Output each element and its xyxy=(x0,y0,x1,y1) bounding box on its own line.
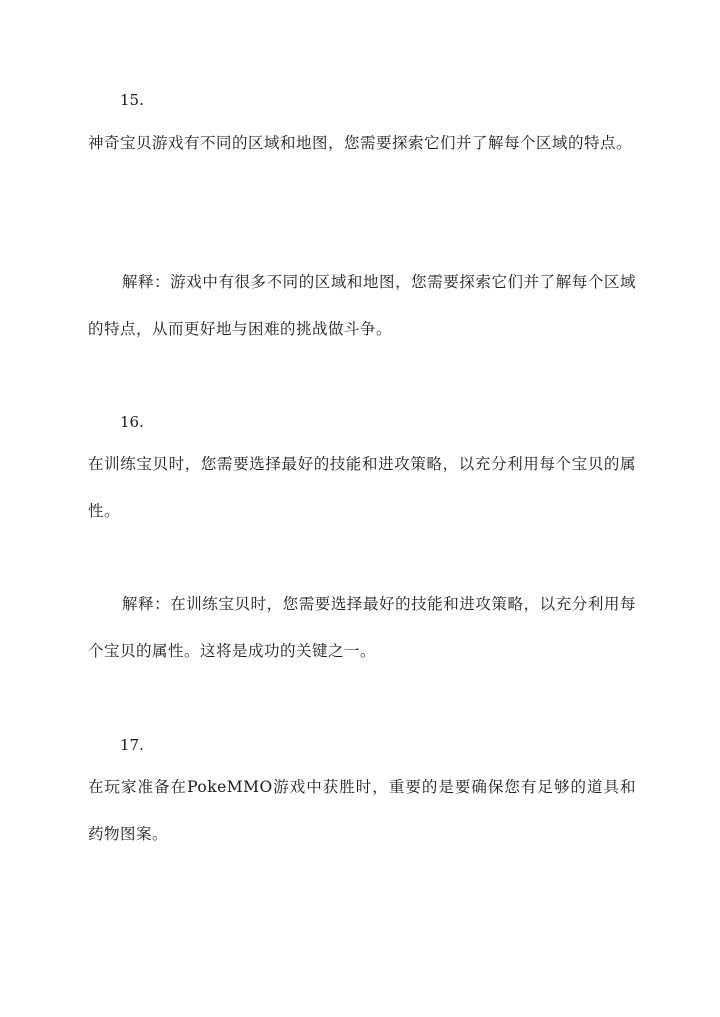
item-question-17: 在玩家准备在PokeMMO游戏中获胜时，重要的是要确保您有足够的道具和药物图案。 xyxy=(88,778,636,843)
item-question-15: 神奇宝贝游戏有不同的区域和地图，您需要探索它们并了解每个区域的特点。 xyxy=(88,134,633,152)
item-explanation-16: 解释：在训练宝贝时，您需要选择最好的技能和进攻策略，以充分利用每个宝贝的属性。这将是成功的关键之一。 xyxy=(88,595,636,660)
item-number-15: 15. xyxy=(120,91,144,109)
item-question-16: 在训练宝贝时，您需要选择最好的技能和进攻策略，以充分利用每个宝贝的属性。 xyxy=(88,455,636,520)
item-number-17: 17. xyxy=(120,736,144,754)
item-explanation-15: 解释：游戏中有很多不同的区域和地图，您需要探索它们并了解每个区域的特点，从而更好地与困难的挑战做斗争。 xyxy=(88,273,636,338)
item-number-16: 16. xyxy=(120,413,144,431)
